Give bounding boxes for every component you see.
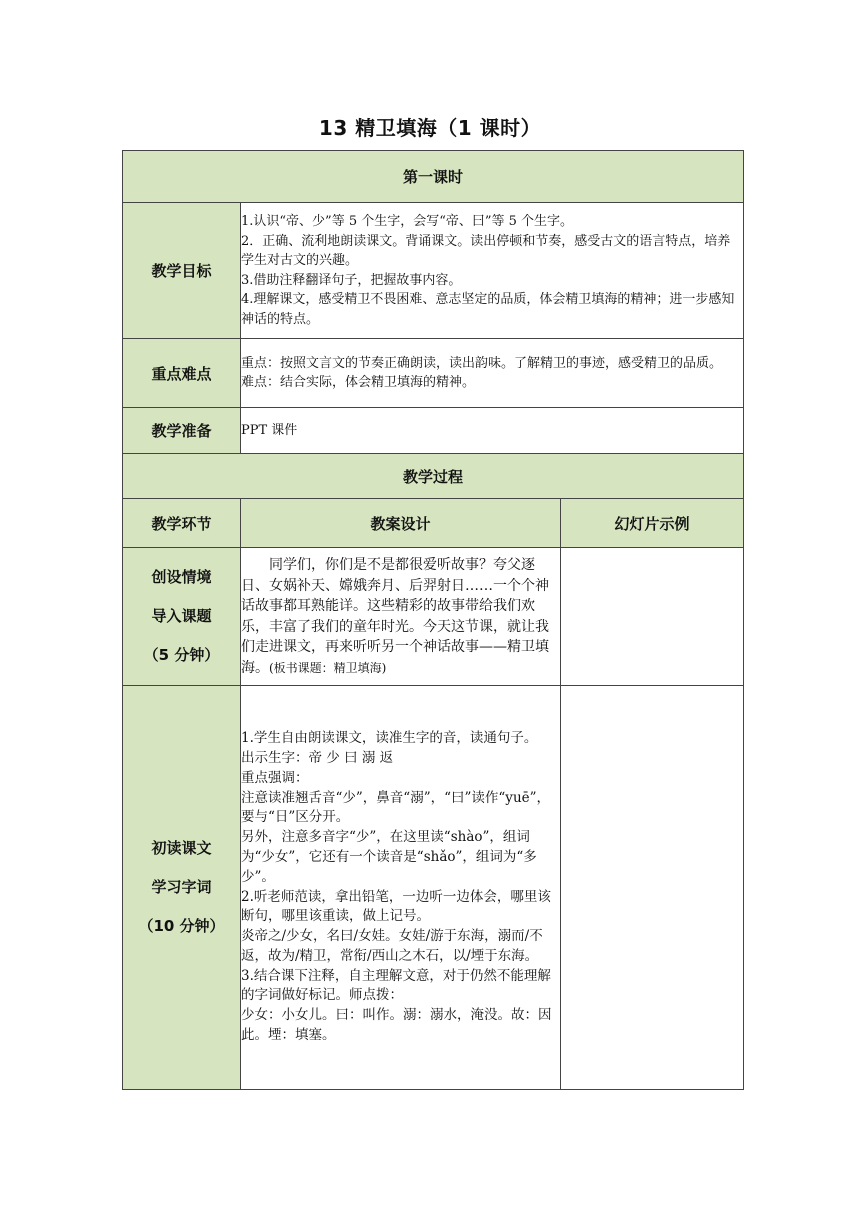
stage-label-line: 导入课题 <box>151 607 212 625</box>
reading-line: 另外，注意多音字“少”，在这里读“shào”，组词为“少女”，它还有一个读音是“shǎo”，组词为“多少”。 <box>241 829 537 885</box>
lesson-header: 第一课时 <box>123 151 744 203</box>
slide-example-cell <box>561 548 744 686</box>
reading-line: 3.结合课下注释，自主理解文意，对于仍然不能理解的字词做好标记。师点拨： <box>241 967 551 1004</box>
key-points-row <box>123 339 744 408</box>
reading-line: 出示生字：帝 少 曰 溺 返 <box>241 749 394 766</box>
lesson-header-row <box>123 151 744 203</box>
key-point-item: 难点：结合实际，体会精卫填海的精神。 <box>241 375 476 390</box>
column-header-stage: 教学环节 <box>123 499 241 548</box>
reading-line: 1.学生自由朗读课文，读准生字的音，读通句子。 <box>241 730 538 747</box>
column-header-slides: 幻灯片示例 <box>561 499 744 548</box>
process-header: 教学过程 <box>123 454 744 499</box>
key-points-label: 重点难点 <box>123 339 241 408</box>
stage-intro-row <box>123 548 744 686</box>
intro-text: 同学们，你们是不是都很爱听故事？夸父逐日、女娲补天、嫦娥奔月、后羿射日……一个个神话故事都耳熟能详。这些精彩的故事带给我们欢乐，丰富了我们的童年时光。今天这节课，就让我们走进课文，再来听听另一个神话故事——精卫填海。 <box>241 557 549 676</box>
slide-example-cell <box>561 686 744 1090</box>
stage-reading-content <box>241 686 561 1090</box>
process-header-row <box>123 454 744 499</box>
key-points-content <box>241 339 744 408</box>
stage-intro-label <box>123 548 241 686</box>
stage-intro-content <box>241 548 561 686</box>
lesson-plan-table <box>122 150 744 1090</box>
reading-line: 少女：小女儿。曰：叫作。溺：溺水，淹没。故：因此。堙：填塞。 <box>241 1007 552 1044</box>
reading-line: 2.听老师范读，拿出铅笔，一边听一边体会，哪里该断句，哪里该重读，做上记号。 <box>241 888 551 925</box>
stage-reading-label <box>123 686 241 1090</box>
key-point-item: 重点：按照文言文的节奏正确朗读，读出韵味。了解精卫的事迹，感受精卫的品质。 <box>241 355 723 371</box>
prep-label: 教学准备 <box>123 408 241 454</box>
goal-item: 1.认识“帝、少”等 5 个生字，会写“帝、曰”等 5 个生字。 <box>241 214 574 229</box>
column-header-row <box>123 499 744 548</box>
column-header-design: 教案设计 <box>241 499 561 548</box>
stage-reading-row <box>123 686 744 1090</box>
goal-item: 3.借助注释翻译句子，把握故事内容。 <box>241 272 462 288</box>
goal-item: 4.理解课文，感受精卫不畏困难、意志坚定的品质，体会精卫填海的精神；进一步感知神话的特点。 <box>241 292 735 327</box>
prep-row <box>123 408 744 454</box>
stage-label-line: 学习字词 <box>151 878 212 896</box>
prep-value: PPT 课件 <box>241 408 744 454</box>
reading-line: 注意读准翘舌音“少”，鼻音“溺”，“曰”读作“yuē”，要与“日”区分开。 <box>241 789 551 826</box>
goal-item: 2．正确、流利地朗读课文。背诵课文。读出停顿和节奏，感受古文的语言特点，培养学生对古文的兴趣。 <box>241 233 731 268</box>
goals-label: 教学目标 <box>123 203 241 339</box>
stage-label-line: 初读课文 <box>151 839 212 857</box>
stage-label-line: 创设情境 <box>151 568 212 586</box>
stage-label-line: （5 分钟） <box>143 646 220 664</box>
stage-label-line: （10 分钟） <box>138 917 225 935</box>
goals-row <box>123 203 744 339</box>
reading-line: 炎帝之/少女，名曰/女娃。女娃/游于东海，溺而/不返，故为/精卫，常衔/西山之木石，以/堙于东海。 <box>241 928 543 964</box>
goals-content <box>241 203 744 339</box>
page-title: 13 精卫填海（1 课时） <box>318 116 542 140</box>
blackboard-note: (板书课题：精卫填海) <box>269 660 387 675</box>
reading-line: 重点强调： <box>241 769 309 786</box>
